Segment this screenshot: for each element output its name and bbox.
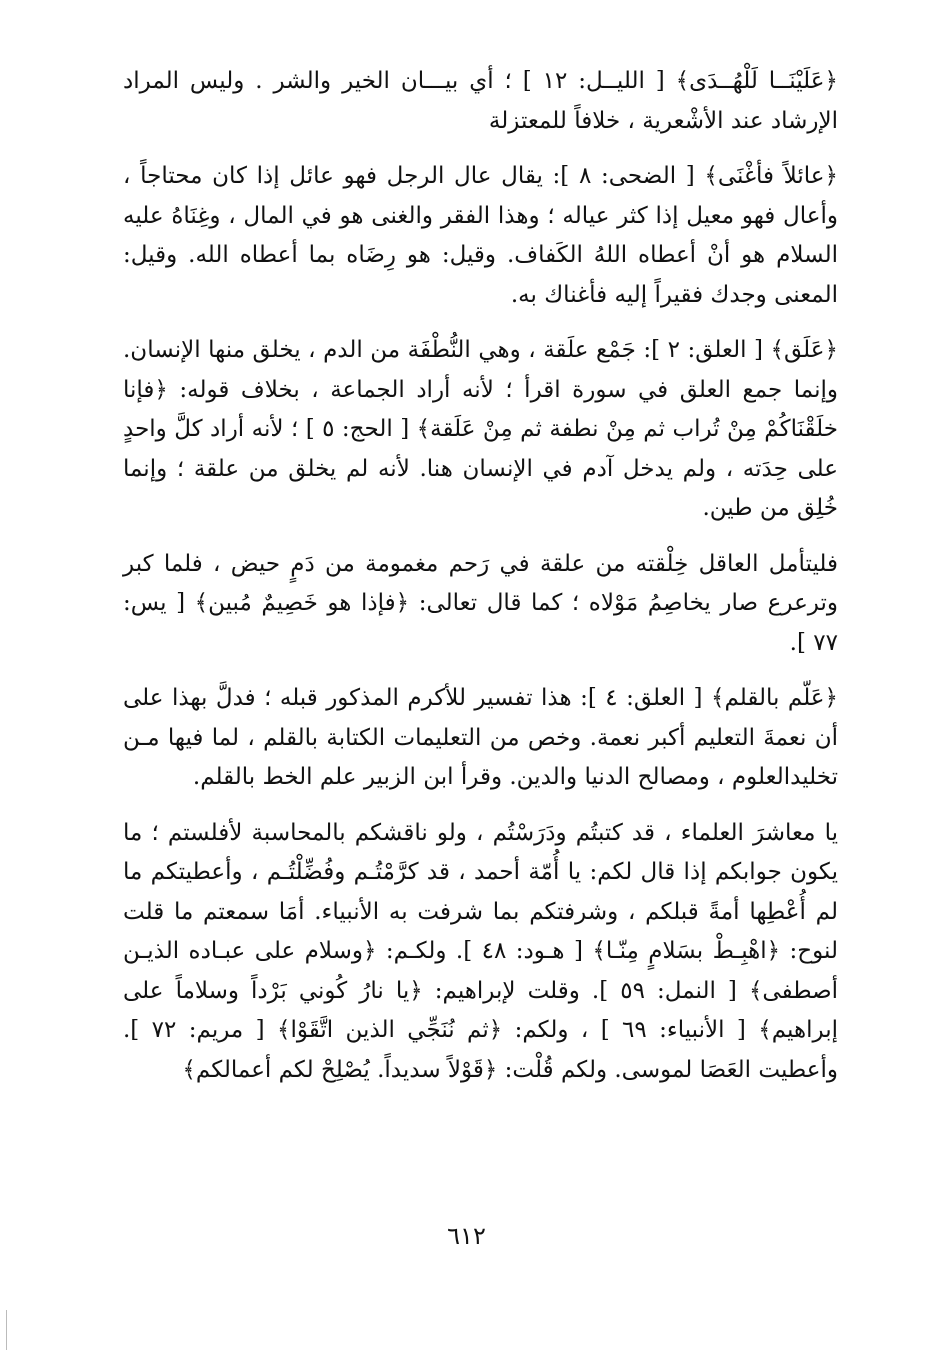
page-number: ٦١٢ xyxy=(447,1222,486,1250)
page-body xyxy=(123,62,838,1106)
margin-mark xyxy=(6,1310,7,1350)
paragraph-alaq: ﴿عَلَق﴾ [ العلق: ٢ ]: جَمْع علَقة ، وهي النُّطْفَة من الدم ، يخلق منها الإنسان. وإنما جمع العلق في سورة اقرأ ؛ لأنه أراد الجماعة ، بخلاف قوله: ﴿فإنا خلَقْنَاكُمْ مِنْ تُراب ثم مِنْ نطفة ثم مِنْ عَلَقة﴾ [ الحج: ٥ ] ؛ لأنه أراد كلَّ واحدٍ على حِدَته ، ولم يدخل آدم في الإنسان هنا. لأنه لم يخلق من علقة ؛ وإنما خُلِق من طين. xyxy=(123,337,838,521)
paragraph-aail: ﴿عائلاً فأغْنَى﴾ [ الضحى: ٨ ]: يقال عال الرجل فهو عائل إذا كان محتاجاً ، وأعال فهو معيل إذا كثر عياله ؛ وهذا الفقر والغنى هو في المال ، وغِنَاهُ عليه السلام هو أنْ أعطاه اللهُ الكَفاف. وقيل: هو رِضَاه بما أعطاه الله. وقيل: المعنى وجدك فقيراً إليه فأغناك به. xyxy=(123,163,839,308)
paragraph-scholars: يا معاشرَ العلماء ، قد كتبتُم ودَرَسْتُم ، ولو ناقشكم بالمحاسبة لأفلستم ؛ ما يكون جوابكم إذا قال لكم: يا أُمّة أحمد ، قد كرَّمْتُـم وفُضِّلْتُـم ، وأعطيتكم ما لم أُعْطِها أمةً قبلكم ، وشرفتكم بما شرفت به الأنبياء. أمَا سمعتم ما قلت لنوح: ﴿اهْبِـطْ بسَلامٍ مِنّـا﴾ [ هـود: ٤٨ ]. ولكـم: ﴿وسلام على عبـاده الذيـن أصطفى﴾ [ النمل: ٥٩ ]. وقلت لإبراهيم: ﴿يا نارُ كُوني بَرْداً وسلاماً على إبراهيم﴾ [ الأنبياء: ٦٩ ] ، ولكم: ﴿ثم نُنَجِّي الذين اتَّقَوْا﴾ [ مريم: ٧٢ ]. وأعطيت العَصَا لموسى. ولكم قُلْت: ﴿قَوْلاً سديداً. يُصْلِحْ لكم أعمالكم﴾ xyxy=(123,819,839,1083)
paragraph-reflection: فليتأمل العاقل خِلْقته من علقة في رَحم مغمومة من دَمٍ حيض ، فلما كبر وترعرع صار يخاصِمُ مَوْلاه ؛ كما قال تعالى: ﴿فإذا هو خَصِيمٌ مُبين﴾ [ يس: ٧٧ ]. xyxy=(123,550,838,656)
paragraph-huda: ﴿عَلَيْنَــا لَلْهُــدَى﴾ [ الليــل: ١٢ ] ؛ أي بيـــان الخير والشر . وليس المراد الإرشاد عند الأشْعرية ، خلافاً للمعتزلة xyxy=(123,68,838,134)
paragraph-qalam: ﴿عَلّم بالقلم﴾ [ العلق: ٤ ]: هذا تفسير للأكرم المذكور قبله ؛ فدلَّ بهذا على أن نعمةَ التعليم أكبر نعمة. وخص من التعليمات الكتابة بالقلم ، لما فيها مـن تخليدالعلوم ، ومصالح الدنيا والدين. وقرأ ابن الزبير علم الخط بالقلم. xyxy=(123,685,839,790)
